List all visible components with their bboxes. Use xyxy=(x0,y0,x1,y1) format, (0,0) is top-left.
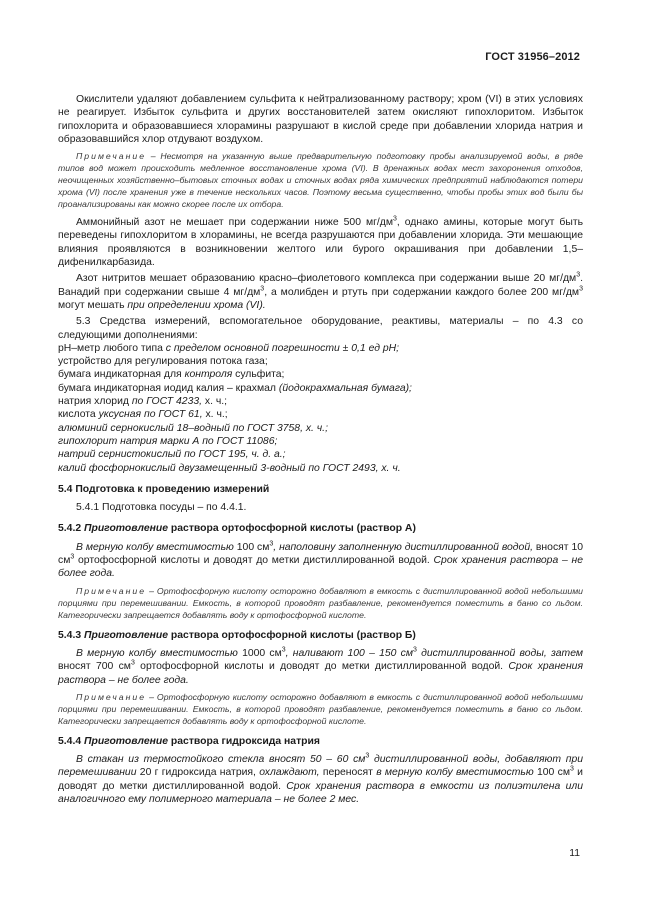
text-fragment: 20 г гидроксида натрия, xyxy=(136,767,260,779)
text-fragment-italic: натрий сернистокислый по ГОСТ 195, ч. д. а.; xyxy=(58,449,286,461)
superscript: 3 xyxy=(70,553,75,561)
paragraph-5-4-1: 5.4.1 Подготовка посуды – по 4.4.1. xyxy=(76,502,247,514)
text-fragment: х. ч.; xyxy=(202,396,228,408)
superscript: 3 xyxy=(260,285,265,293)
note-5-4-3 xyxy=(58,691,583,727)
heading-rest: раствора гидроксида натрия xyxy=(168,735,320,747)
note-text: – Ортофосфорную кислоту осторожно добавляют в емкость с дистиллированной водой небольшими порциями при перемешивании. Емкость, в которой проводят разбавление, рекомендуется поместить в баню со льдом. Категорически запрещается добавлять воду к ортофосфорной кислоте. xyxy=(58,585,583,620)
note-label: Примечание xyxy=(76,691,147,702)
text-fragment: , а молибден и ртуть при содержании каждого более 200 мг/дм xyxy=(264,286,580,298)
list-item xyxy=(58,342,583,355)
text-fragment-italic: , наливают 100 – 150 см xyxy=(285,647,413,659)
superscript: 3 xyxy=(281,646,286,654)
text-fragment: бумага индикаторная для xyxy=(58,369,185,381)
list-item xyxy=(58,395,583,408)
text-fragment-italic: уксусная по ГОСТ 61, xyxy=(98,409,203,421)
list-item xyxy=(58,422,583,435)
list-item xyxy=(58,462,583,475)
text-fragment: 100 см xyxy=(233,541,270,553)
text-fragment: устройство для регулирования потока газа; xyxy=(58,356,268,368)
text-fragment: и доводят до метки дистиллированной водой. xyxy=(58,767,583,792)
text-fragment-italic: по ГОСТ 4233, xyxy=(131,396,203,408)
text-fragment: бумага индикаторная иодид калия – крахмал xyxy=(58,382,279,394)
text-fragment: кислота xyxy=(58,409,99,421)
list-item xyxy=(58,355,583,368)
paragraph-nitrite xyxy=(58,272,583,312)
text-fragment: вносят 10 см xyxy=(58,541,584,567)
text-fragment: переносят xyxy=(319,767,377,779)
superscript: 3 xyxy=(392,215,397,223)
superscript: 3 xyxy=(579,285,583,293)
text-fragment-italic: В мерную колбу вместимостью xyxy=(76,541,234,553)
text-fragment: натрия хлорид xyxy=(58,396,132,408)
text-fragment: , однако амины, которые могут быть переведены гипохлоритом в хлорамины, не всегда разрушаются при добавлении хлорида. Эти мешающие влияния проявляются в возникновении желтого или бурого окрашивания при добавлении 1,5–дифенилкарбазида. xyxy=(58,217,583,269)
text-fragment: 100 см xyxy=(533,767,570,779)
note-text: – Ортофосфорную кислоту осторожно добавляют в емкость с дистиллированной водой небольшими порциями при перемешивании. Емкость, в которой проводят разбавление, рекомендуется поместить в баню со льдом. Категорически запрещается добавлять воду к ортофосфорной кислоте. xyxy=(58,691,583,726)
text-fragment-italic: калий фосфорнокислый двузамещенный 3-водный по ГОСТ 2493, х. ч. xyxy=(58,462,401,474)
paragraph-oxidizers: Окислители удаляют добавлением сульфита к нейтрализованному раствору; хром (VI) в этих условиях не реагирует. Избыток сульфита и других восстановителей затем окисляют гипохлоритом. Избыток гипохлорита и образовавшиеся хлорамины разрушают в кислой среде при добавлении хлорида натрия и образовавшийся хлор отдувают воздухом. xyxy=(58,94,583,145)
text-fragment: pH–метр любого типа xyxy=(58,342,166,354)
text-fragment: ортофосфорной кислоты и доводят до метки дистиллированной водой. xyxy=(74,555,434,567)
superscript: 3 xyxy=(365,752,370,760)
page-number: 11 xyxy=(569,848,580,859)
text-fragment-italic: гипохлорит натрия марки А по ГОСТ 11086; xyxy=(58,435,278,447)
paragraph-ammonium xyxy=(58,216,583,269)
heading-number: 5.4.3 xyxy=(58,629,84,641)
heading-italic: Приготовление xyxy=(84,735,169,747)
note-5-4-2 xyxy=(58,585,583,621)
text-fragment: Аммонийный азот не мешает при содержании ниже 500 мг/дм xyxy=(76,217,393,229)
list-item xyxy=(58,448,583,461)
superscript: 3 xyxy=(130,659,135,667)
list-item xyxy=(58,382,583,395)
text-fragment: . Ванадий при содержании свыше 4 мг/дм xyxy=(58,273,583,298)
equipment-list xyxy=(58,342,583,475)
paragraph-5-4-3 xyxy=(58,647,583,687)
text-fragment-italic: дистиллированной воды, затем xyxy=(416,647,583,659)
superscript: 3 xyxy=(569,765,574,773)
text-fragment-italic: (йодокрахмальная бумага); xyxy=(278,382,412,394)
note-chromium-reduction xyxy=(58,150,583,210)
text-fragment: Азот нитритов мешает образованию красно–фиолетового комплекса при содержании выше 20 мг/дм xyxy=(76,273,577,285)
text-fragment-italic: охлаждают, xyxy=(259,767,320,779)
text-fragment-italic: В стакан из термостойкого стекла вносят 50 – 60 см xyxy=(76,754,366,766)
note-text: – Несмотря на указанную выше предварительную подготовку пробы анализируемой воды, в ряде типов вод может происходить медленное восстановление хрома (VI). В дренажных водах мест захоронения отходов, неочищенных хозяйственно–бытовых сточных водах и сточных водах ряда химических предприятий наблюдаются потери хрома (VI) после хранения уже в течение нескольких часов. Поэтому весьма существенно, чтобы пробы этих вод были бы проанализированы как можно скорее после их отбора. xyxy=(58,151,583,210)
note-label: Примечание xyxy=(76,151,147,162)
heading-italic: Приготовление xyxy=(84,523,169,535)
text-fragment: сульфита; xyxy=(232,369,285,381)
section-heading-5-4-4 xyxy=(58,735,583,748)
heading-number: 5.4.4 xyxy=(58,735,84,747)
superscript: 3 xyxy=(576,271,581,279)
text-fragment: 1000 см xyxy=(237,647,282,659)
heading-rest: раствора ортофосфорной кислоты (раствор А) xyxy=(168,523,416,535)
text-fragment-italic: алюминий сернокислый 18–водный по ГОСТ 3758, х. ч.; xyxy=(58,422,328,434)
list-item xyxy=(58,408,583,421)
text-fragment-italic: контроля xyxy=(184,369,233,381)
heading-italic: Приготовление xyxy=(84,629,169,641)
text-fragment-italic: при определении хрома (VI). xyxy=(127,299,266,311)
heading-rest: раствора ортофосфорной кислоты (раствор Б) xyxy=(168,629,416,641)
note-label: Примечание xyxy=(76,585,147,596)
text-fragment-italic: В мерную колбу вместимостью xyxy=(76,647,238,659)
text-fragment: х. ч.; xyxy=(202,409,228,421)
section-heading-5-4-2 xyxy=(58,522,583,535)
text-fragment-italic: , наполовину заполненную дистиллированной водой, xyxy=(273,541,533,553)
text-fragment-italic: Срок хранения раствора – не более года. xyxy=(58,555,583,580)
document-header: ГОСТ 31956–2012 xyxy=(485,51,580,63)
text-fragment-italic: с пределом основной погрешности ± 0,1 ед pH; xyxy=(165,342,400,354)
paragraph-5-3: 5.3 Средства измерений, вспомогательное оборудование, реактивы, материалы – по 4.3 со следующими дополнениями: xyxy=(58,316,583,341)
text-fragment-italic: Срок хранения раствора – не более года. xyxy=(58,661,583,686)
section-heading-5-4: 5.4 Подготовка к проведению измерений xyxy=(58,483,270,495)
text-fragment-italic: дистиллированной воды, добавляют при перемешивании xyxy=(58,754,583,779)
superscript: 3 xyxy=(269,540,274,548)
paragraph-5-4-2 xyxy=(58,541,583,581)
superscript: 3 xyxy=(413,646,417,654)
text-fragment: ортофосфорной кислоты и доводят до метки дистиллированной водой. xyxy=(134,661,509,673)
list-item xyxy=(58,368,583,381)
heading-number: 5.4.2 xyxy=(58,523,84,535)
section-heading-5-4-3 xyxy=(58,629,583,642)
text-fragment-italic: в мерную колбу вместимостью xyxy=(376,767,534,779)
text-fragment: могут мешать xyxy=(58,299,128,311)
page-content xyxy=(58,93,583,809)
text-fragment-italic: Срок хранения раствора в емкости из полиэтилена или аналогичного ему полимерного материала – не более 2 мес. xyxy=(58,780,583,805)
text-fragment: вносят 700 см xyxy=(58,661,131,673)
paragraph-5-4-4 xyxy=(58,753,583,806)
list-item xyxy=(58,435,583,448)
